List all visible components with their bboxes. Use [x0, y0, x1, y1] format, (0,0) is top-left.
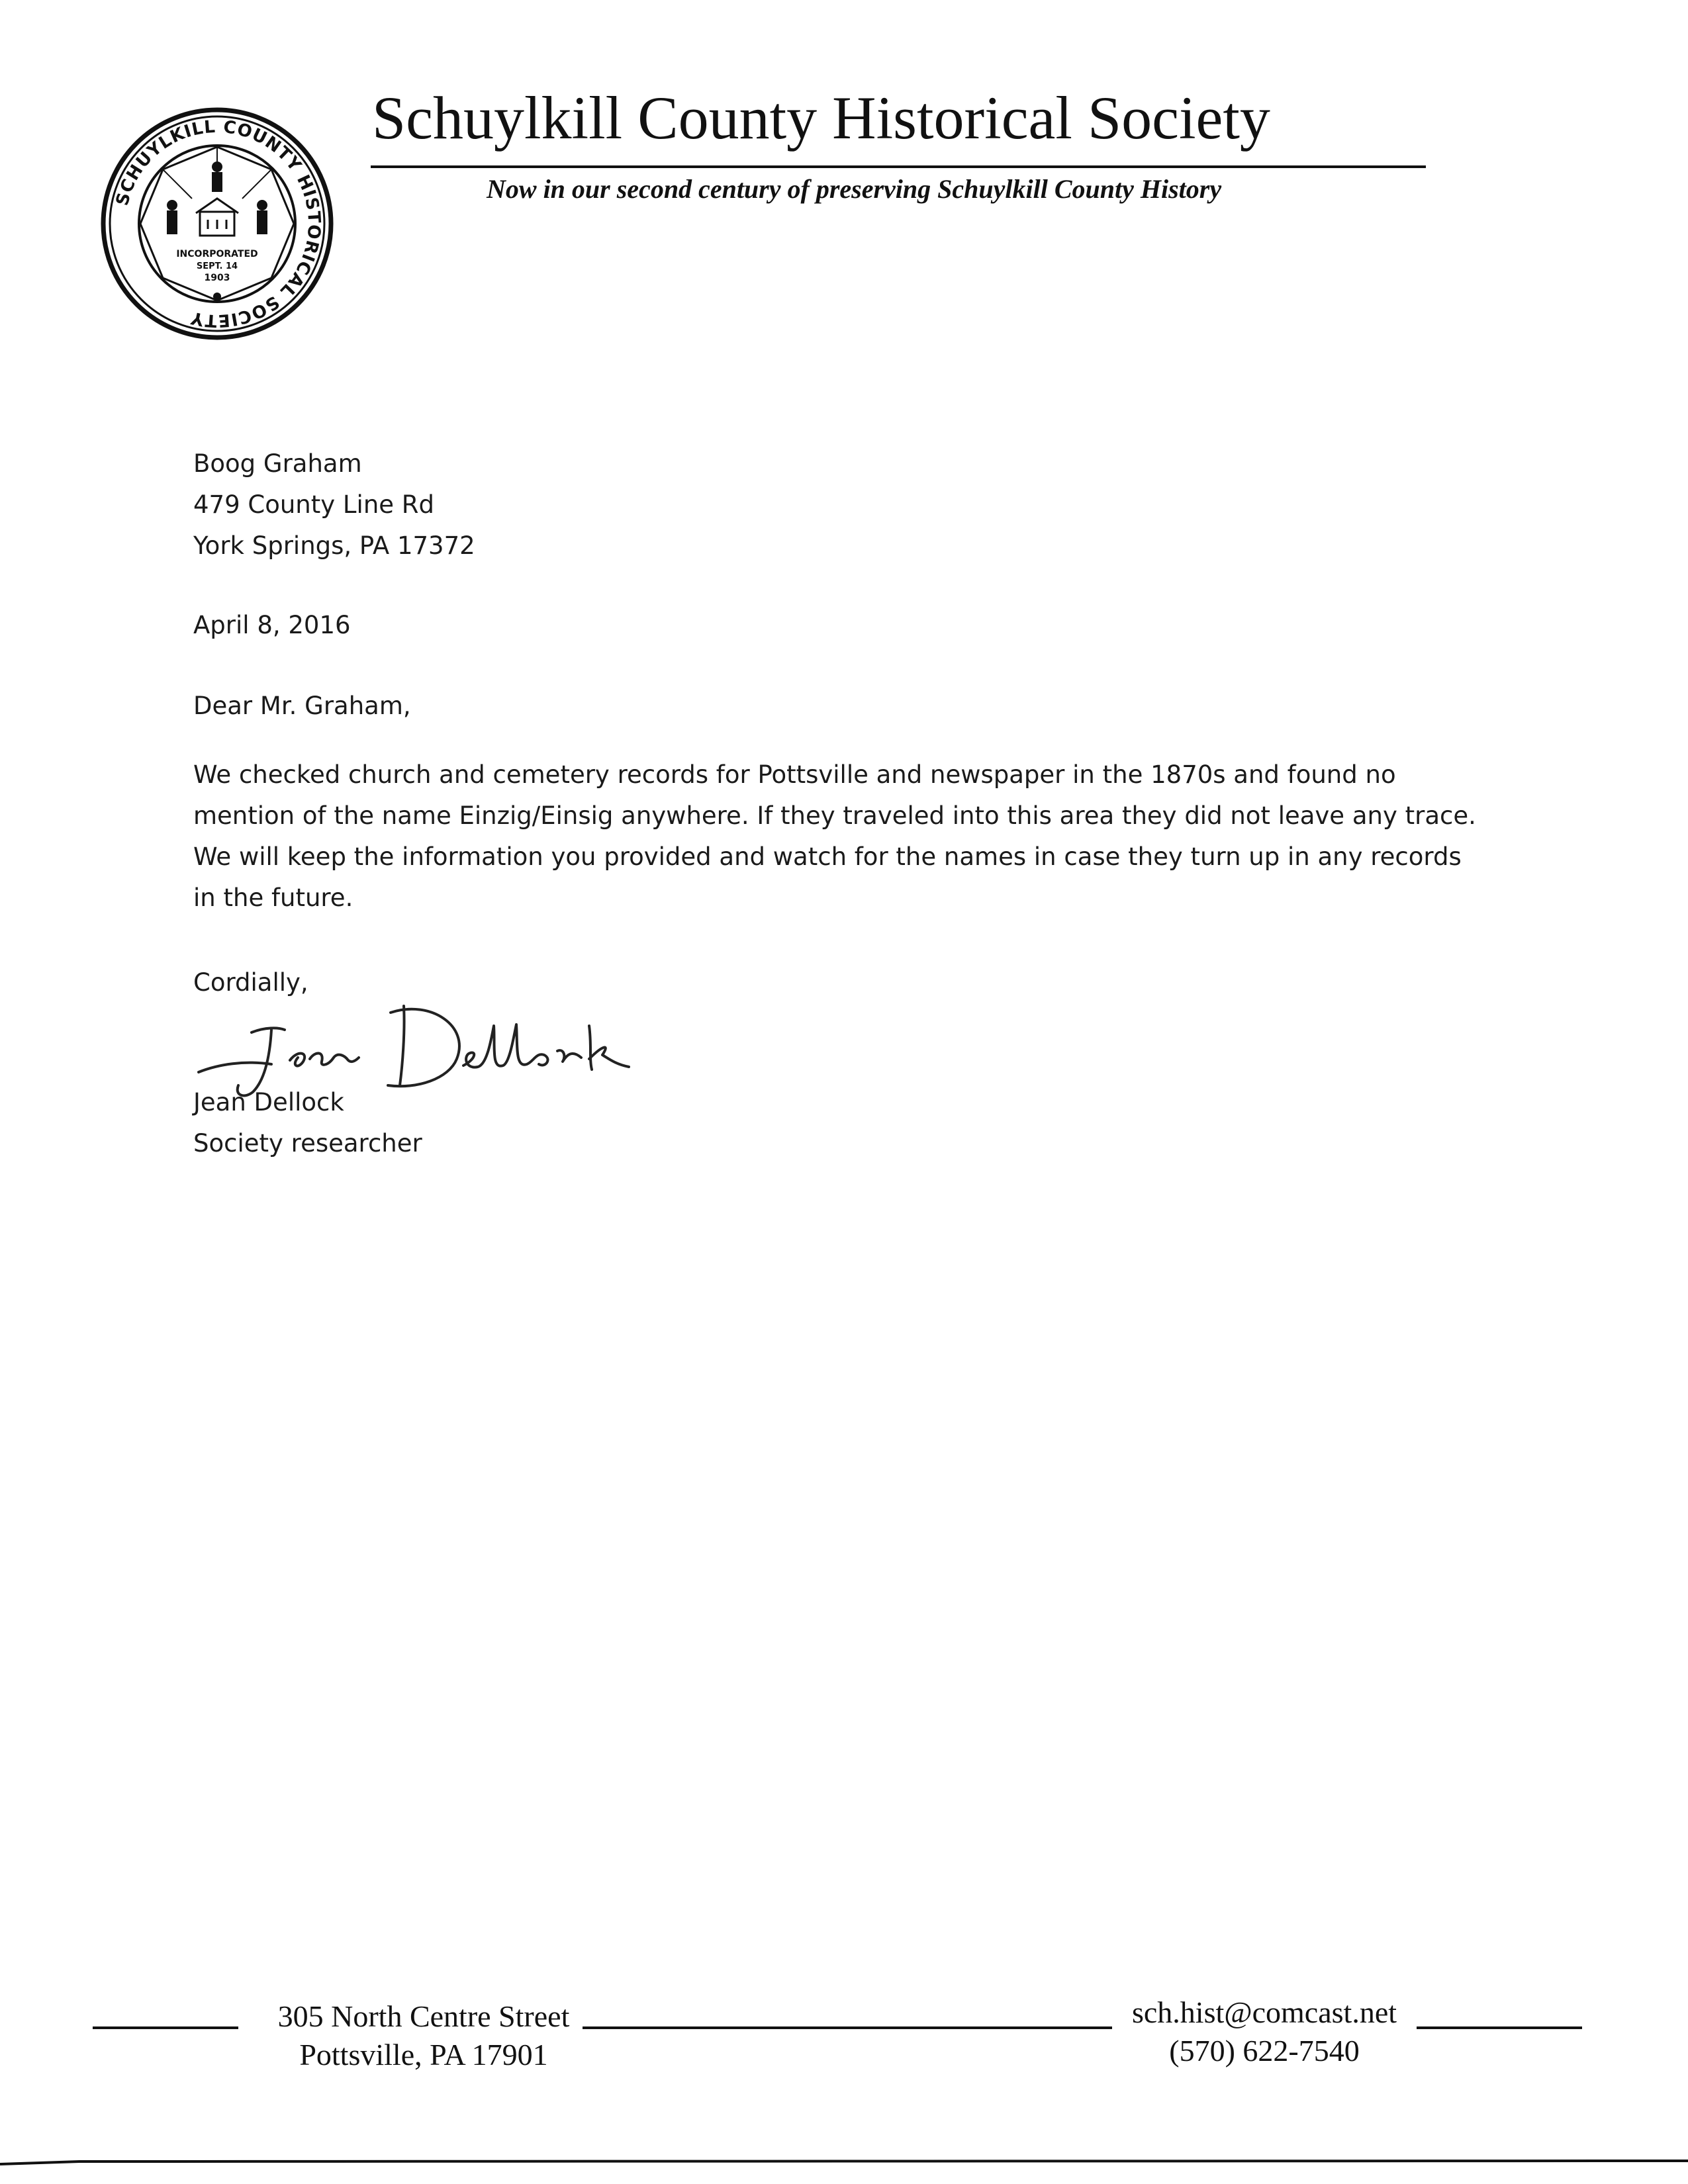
footer-address	[258, 1997, 589, 2074]
body-line: in the future.	[193, 884, 353, 912]
footer-rule-middle	[583, 2026, 1112, 2029]
body-line: We will keep the information you provided and watch for the names in case they turn up in any records	[193, 842, 1462, 871]
scan-edge-line	[0, 2159, 1688, 2165]
salutation: Dear Mr. Graham,	[193, 692, 411, 720]
seal-ring-text: SCHUYLKILL COUNTY HISTORICAL SOCIETY	[112, 116, 324, 331]
footer-city: Pottsville, PA 17901	[299, 2038, 548, 2071]
footer-email: sch.hist@comcast.net	[1131, 1995, 1397, 2029]
footer-rule-left	[93, 2026, 238, 2029]
recipient-city: York Springs, PA 17372	[193, 531, 475, 560]
closing: Cordially,	[193, 968, 308, 997]
body-line: We checked church and cemetery records for Pottsville and newspaper in the 1870s and found no	[193, 760, 1396, 789]
signer-title: Society researcher	[193, 1129, 422, 1158]
organization-title: Schuylkill County Historical Society	[372, 84, 1270, 152]
organization-tagline: Now in our second century of preserving Schuylkill County History	[487, 174, 1222, 204]
seal-year-text: 1903	[204, 273, 230, 283]
seal-incorporated-text: INCORPORATED	[176, 249, 258, 259]
footer-street: 305 North Centre Street	[277, 1999, 570, 2033]
recipient-address	[193, 443, 475, 567]
title-divider	[371, 165, 1426, 168]
signer-name: Jean Dellock	[193, 1088, 344, 1116]
society-seal-logo	[99, 106, 335, 341]
footer-phone: (570) 622-7540	[1169, 2034, 1360, 2068]
letter-body	[193, 754, 1476, 919]
footer-rule-right	[1417, 2026, 1582, 2029]
footer-contact	[1099, 1993, 1430, 2070]
signer-block	[193, 1082, 422, 1164]
body-line: mention of the name Einzig/Einsig anywhere. If they traveled into this area they did not leave any trace.	[193, 801, 1476, 830]
recipient-street: 479 County Line Rd	[193, 490, 434, 519]
letter-date: April 8, 2016	[193, 611, 351, 639]
seal-date-text: SEPT. 14	[196, 261, 238, 271]
recipient-name: Boog Graham	[193, 449, 362, 478]
